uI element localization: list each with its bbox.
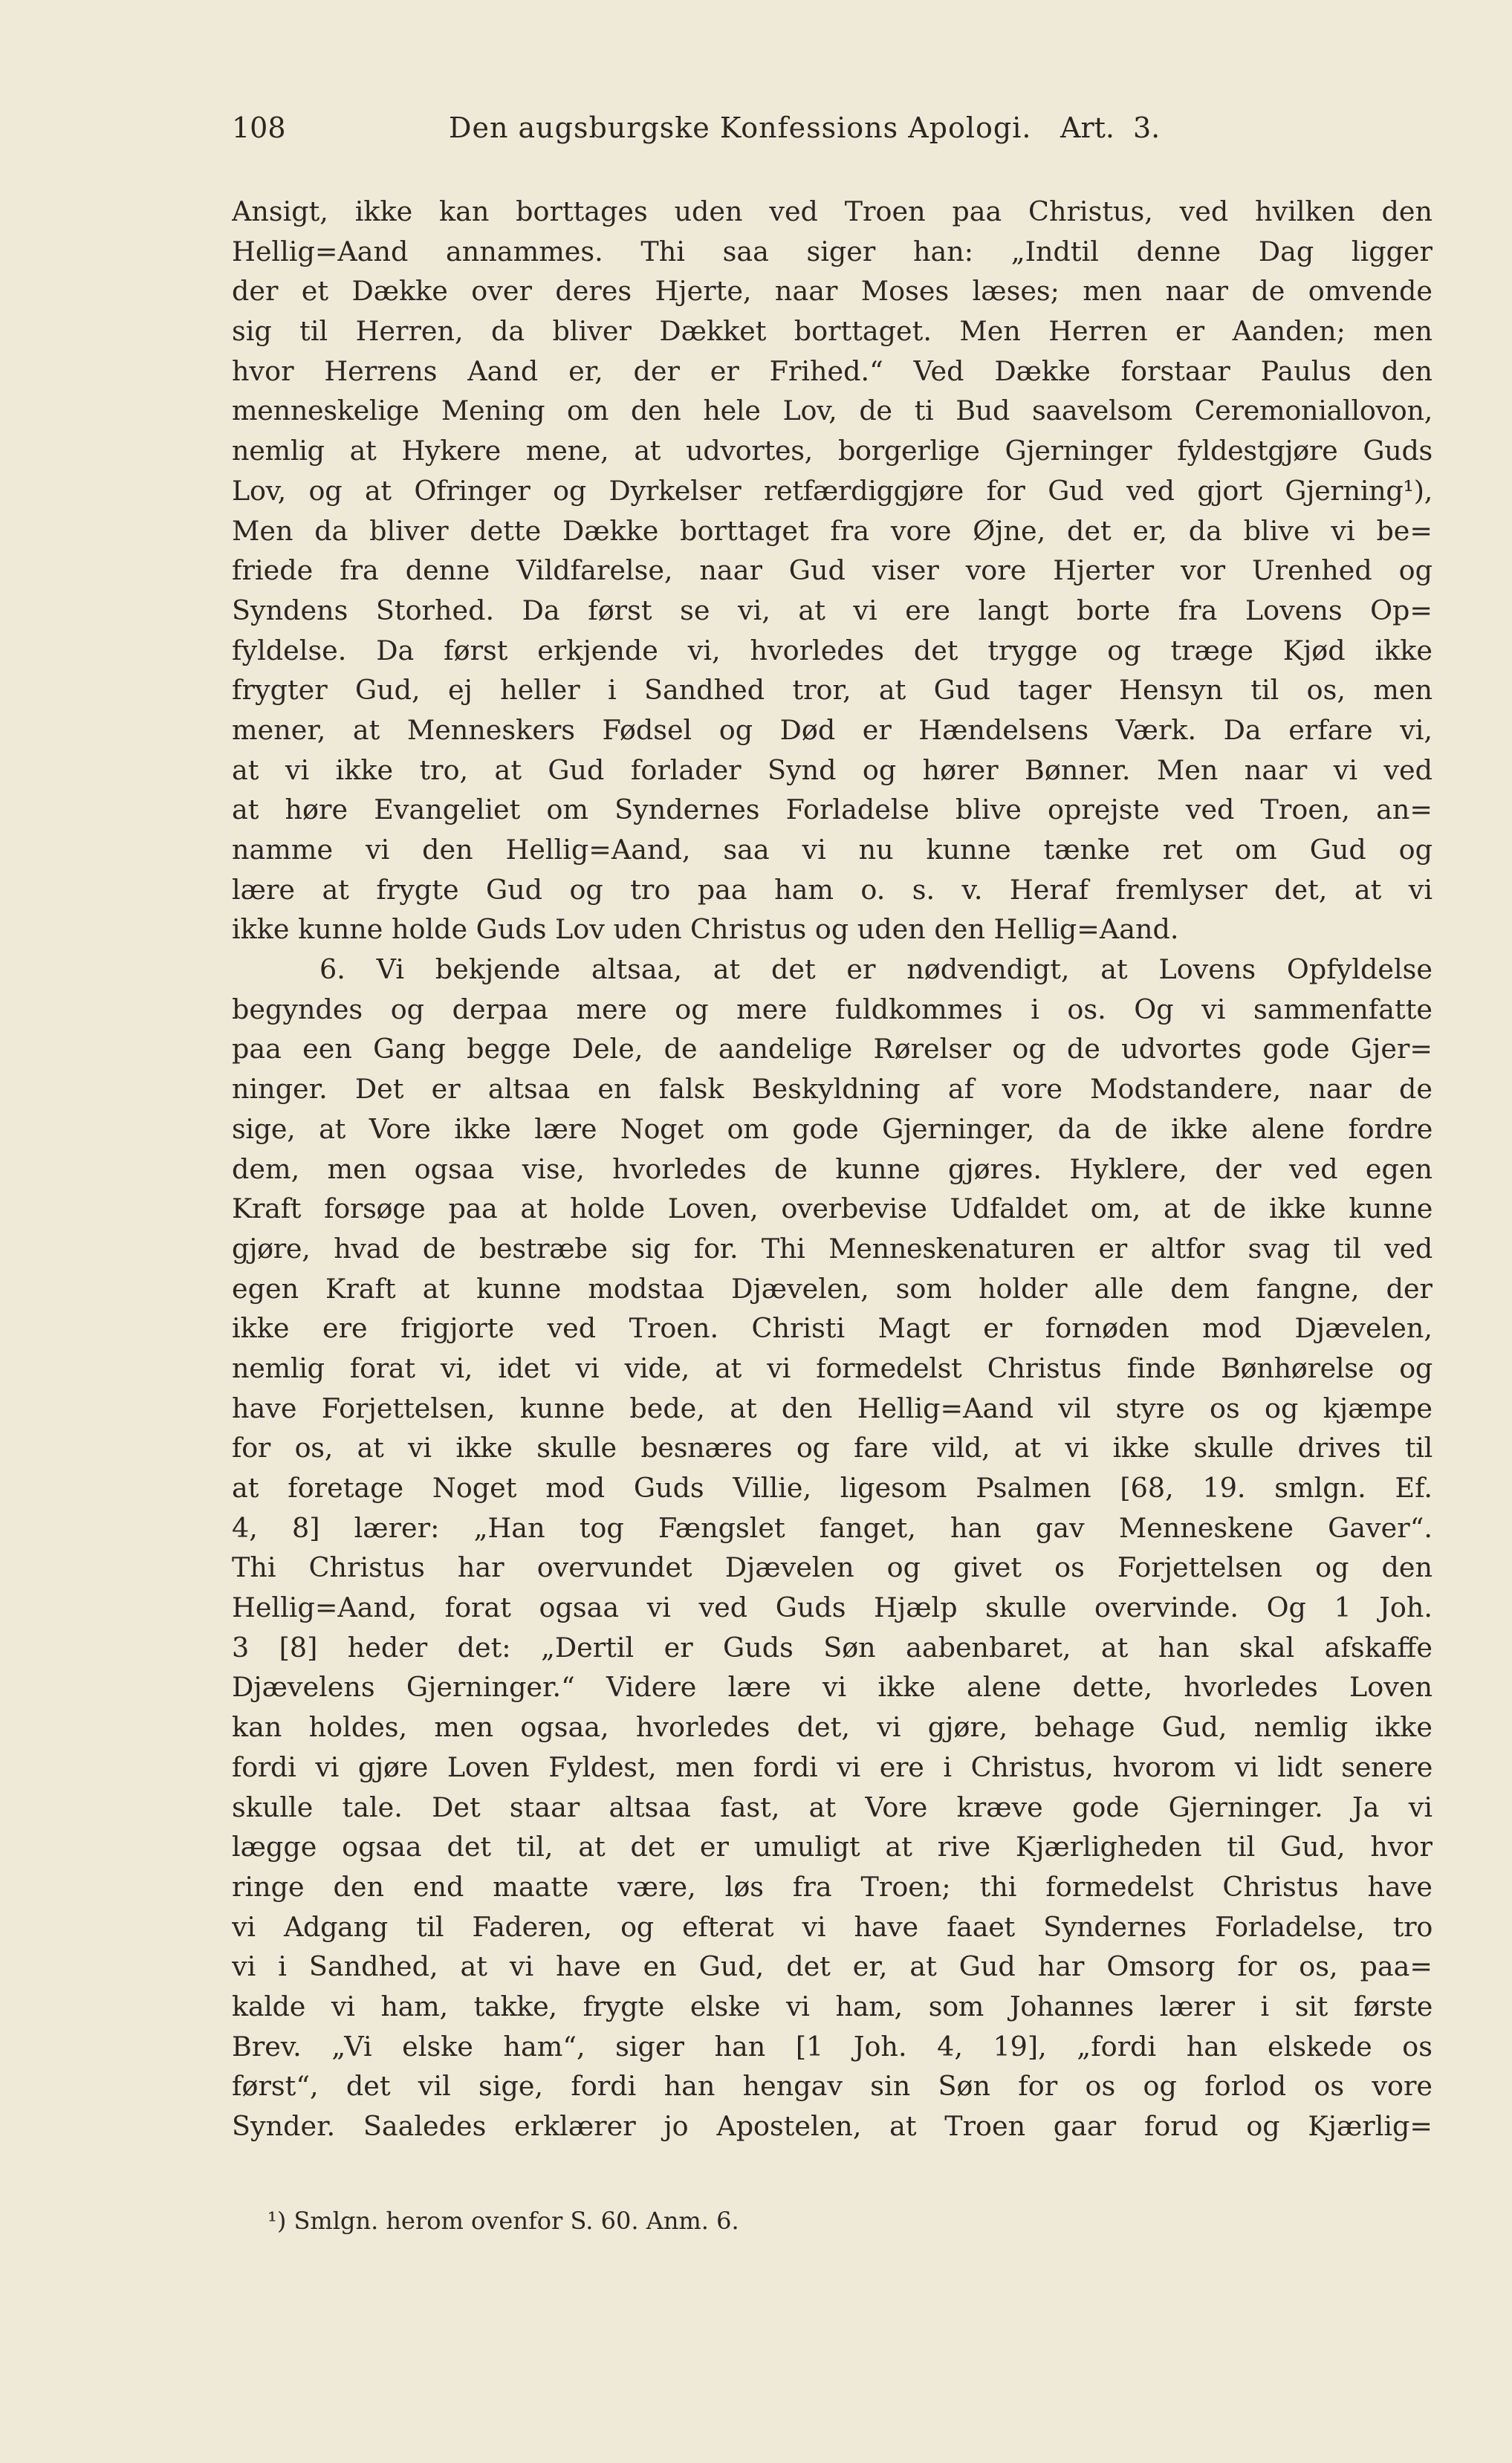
text-line: først“, det vil sige, fordi han hengav sin Søn for os og forlod os vore <box>232 2070 1432 2103</box>
text-line: ikke ere frigjorte ved Troen. Christi Magt er fornøden mod Djævelen, <box>232 1312 1432 1345</box>
page-number: 108 <box>232 111 286 144</box>
text-line: 4, 8] lærer: „Han tog Fængslet fanget, han gav Menneskene Gaver“. <box>232 1511 1432 1544</box>
body-text <box>232 192 1432 2146</box>
text-line: Syndens Storhed. Da først se vi, at vi ere langt borte fra Lovens Op= <box>232 594 1432 626</box>
text-line: nemlig forat vi, idet vi vide, at vi formedelst Christus finde Bønhørelse og <box>232 1351 1432 1384</box>
text-line: fordi vi gjøre Loven Fyldest, men fordi vi ere i Christus, hvorom vi lidt senere <box>232 1750 1432 1783</box>
text-line: Brev. „Vi elske ham“, siger han [1 Joh. 4, 19], „fordi han elskede os <box>232 2030 1432 2063</box>
text-line: mener, at Menneskers Fødsel og Død er Hændelsens Værk. Da erfare vi, <box>232 713 1432 746</box>
text-line: skulle tale. Det staar altsaa fast, at Vore kræve gode Gjerninger. Ja vi <box>232 1791 1432 1823</box>
text-line: gjøre, hvad de bestræbe sig for. Thi Menneskenaturen er altfor svag til ved <box>232 1232 1432 1265</box>
text-line: vi Adgang til Faderen, og efterat vi have faaet Syndernes Forladelse, tro <box>232 1910 1432 1943</box>
text-line: lægge ogsaa det til, at det er umuligt at rive Kjærligheden til Gud, hvor <box>232 1831 1432 1863</box>
running-header <box>232 111 1435 156</box>
text-line: have Forjettelsen, kunne bede, at den Hellig=Aand vil styre os og kjæmpe <box>232 1392 1432 1424</box>
text-line: nemlig at Hykere mene, at udvortes, borgerlige Gjerninger fyldestgjøre Guds <box>232 435 1432 467</box>
text-line: kalde vi ham, takke, frygte elske vi ham, som Johannes lærer i sit første <box>232 1990 1432 2022</box>
text-line: kan holdes, men ogsaa, hvorledes det, vi gjøre, behage Gud, nemlig ikke <box>232 1711 1432 1744</box>
text-line: Ansigt, ikke kan borttages uden ved Troen paa Christus, ved hvilken den <box>232 195 1432 227</box>
text-line: Kraft forsøge paa at holde Loven, overbevise Udfaldet om, at de ikke kunne <box>232 1192 1432 1225</box>
text-line: ringe den end maatte være, løs fra Troen; thi formedelst Christus have <box>232 1870 1432 1903</box>
article-number: 3. <box>1133 111 1161 144</box>
text-line: Hellig=Aand, forat ogsaa vi ved Guds Hjælp skulle overvinde. Og 1 Joh. <box>232 1591 1432 1624</box>
text-line: fyldelse. Da først erkjende vi, hvorledes det trygge og træge Kjød ikke <box>232 634 1432 666</box>
text-line: Synder. Saaledes erklærer jo Apostelen, at Troen gaar forud og Kjærlig= <box>232 2110 1432 2142</box>
paragraph-start-line: 6. Vi bekjende altsaa, at det er nødvendigt, at Lovens Opfyldelse <box>319 953 1432 986</box>
text-line: at vi ikke tro, at Gud forlader Synd og hører Bønner. Men naar vi ved <box>232 753 1432 786</box>
text-line: paa een Gang begge Dele, de aandelige Rørelser og de udvortes gode Gjer= <box>232 1033 1432 1065</box>
running-title: Den augsburgske Konfessions Apologi. <box>449 111 1032 144</box>
text-line: hvor Herrens Aand er, der er Frihed.“ Ved Dække forstaar Paulus den <box>232 354 1432 387</box>
text-line: 3 [8] heder det: „Dertil er Guds Søn aabenbaret, at han skal afskaffe <box>232 1631 1432 1664</box>
text-line: begyndes og derpaa mere og mere fuldkommes i os. Og vi sammenfatte <box>232 993 1432 1025</box>
text-line: ikke kunne holde Guds Lov uden Christus og uden den Hellig=Aand. <box>232 913 1179 946</box>
text-line: Djævelens Gjerninger.“ Videre lære vi ikke alene dette, hvorledes Loven <box>232 1671 1432 1704</box>
text-line: at foretage Noget mod Guds Villie, ligesom Psalmen [68, 19. smlgn. Ef. <box>232 1472 1432 1504</box>
text-line: vi i Sandhed, at vi have en Gud, det er, at Gud har Omsorg for os, paa= <box>232 1950 1432 1983</box>
text-line: frygter Gud, ej heller i Sandhed tror, at Gud tager Hensyn til os, men <box>232 674 1432 707</box>
text-line: friede fra denne Vildfarelse, naar Gud viser vore Hjerter vor Urenhed og <box>232 554 1432 587</box>
text-line: sige, at Vore ikke lære Noget om gode Gjerninger, da de ikke alene fordre <box>232 1112 1432 1145</box>
text-line: der et Dække over deres Hjerte, naar Moses læses; men naar de omvende <box>232 275 1432 308</box>
text-line: namme vi den Hellig=Aand, saa vi nu kunne tænke ret om Gud og <box>232 834 1432 866</box>
text-line: Lov, og at Ofringer og Dyrkelser retfærdiggjøre for Gud ved gjort Gjerning¹), <box>232 474 1432 507</box>
text-line: dem, men ogsaa vise, hvorledes de kunne gjøres. Hyklere, der ved egen <box>232 1152 1432 1185</box>
text-line: for os, at vi ikke skulle besnæres og fare vild, at vi ikke skulle drives til <box>232 1432 1432 1464</box>
footnote: ¹) Smlgn. herom ovenfor S. 60. Anm. 6. <box>267 2207 739 2235</box>
text-line: sig til Herren, da bliver Dækket borttaget. Men Herren er Aanden; men <box>232 315 1432 348</box>
text-line: menneskelige Mening om den hele Lov, de ti Bud saavelsom Ceremoniallovon, <box>232 395 1432 427</box>
text-line: lære at frygte Gud og tro paa ham o. s. v. Heraf fremlyser det, at vi <box>232 873 1432 906</box>
text-line: ninger. Det er altsaa en falsk Beskyldning af vore Modstandere, naar de <box>232 1073 1432 1106</box>
text-line: Hellig=Aand annammes. Thi saa siger han: „Indtil denne Dag ligger <box>232 235 1432 267</box>
text-line: Men da bliver dette Dække borttaget fra vore Øjne, det er, da blive vi be= <box>232 514 1432 547</box>
text-line: egen Kraft at kunne modstaa Djævelen, som holder alle dem fangne, der <box>232 1272 1432 1305</box>
text-line: at høre Evangeliet om Syndernes Forladelse blive oprejste ved Troen, an= <box>232 794 1432 826</box>
text-line: Thi Christus har overvundet Djævelen og givet os Forjettelsen og den <box>232 1551 1432 1584</box>
article-label: Art. <box>1060 111 1114 144</box>
